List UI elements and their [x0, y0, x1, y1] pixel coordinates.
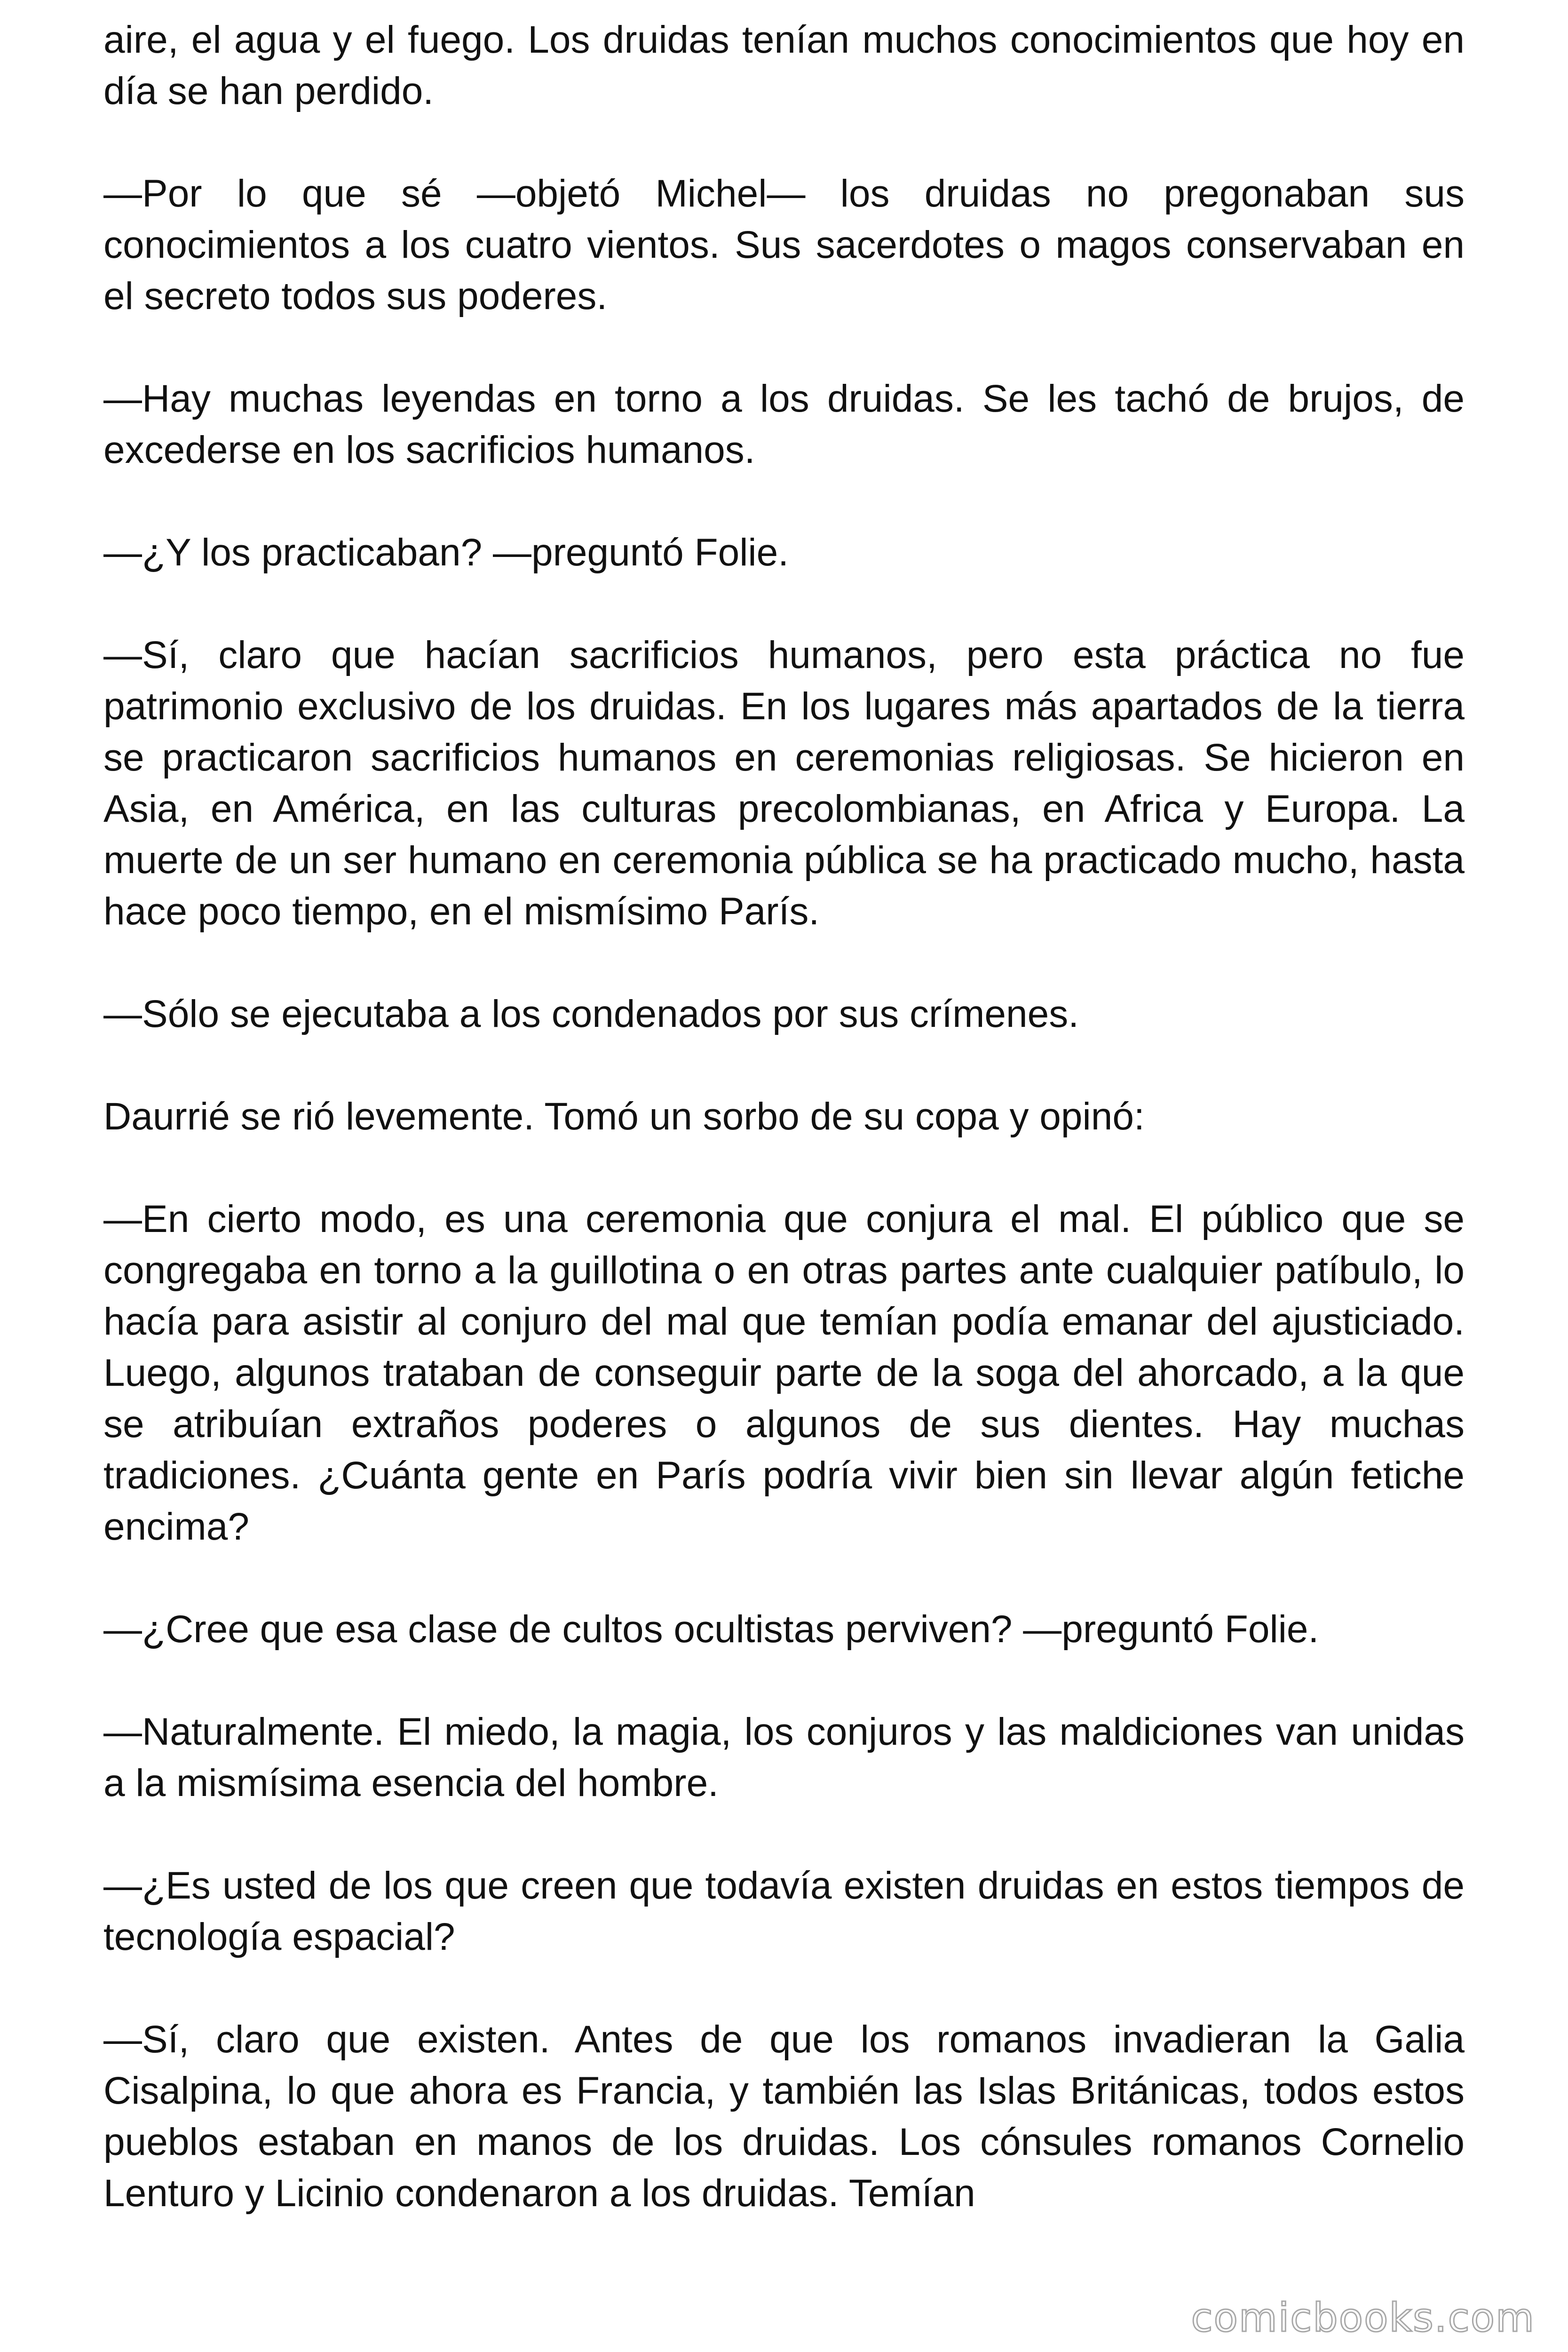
paragraph-7: Daurrié se rió levemente. Tomó un sorbo de su copa y opinó: [103, 1095, 1145, 1138]
paragraph-6: —Sólo se ejecutaba a los condenados por sus crímenes. [103, 993, 1079, 1035]
paragraph-1: aire, el agua y el fuego. Los druidas tenían muchos conocimientos que hoy en día se han perdido. [103, 18, 1465, 112]
paragraph-4: —¿Y los practicaban? —preguntó Folie. [103, 531, 789, 574]
paragraph-2: —Por lo que sé —objetó Michel— los druidas no pregonaban sus conocimientos a los cuatro vientos. Sus sacerdotes o magos conservaban en el secreto todos sus poderes. [103, 172, 1465, 318]
book-page [103, 14, 1465, 2219]
paragraph-10: —Naturalmente. El miedo, la magia, los conjuros y las maldiciones van unidas a la mismísima esencia del hombre. [103, 1710, 1465, 1804]
paragraph-12: —Sí, claro que existen. Antes de que los romanos invadieran la Galia Cisalpina, lo que ahora es Francia, y también las Islas Británicas, todos estos pueblos estaban en manos de los druidas. Los cónsules romanos Cornelio Lenturo y Licinio condenaron a los druidas. Temían [103, 2018, 1465, 2215]
paragraph-5: —Sí, claro que hacían sacrificios humanos, pero esta práctica no fue patrimonio exclusivo de los druidas. En los lugares más apartados de la tierra se practicaron sacrificios humanos en ceremonias religiosas. Se hicieron en Asia, en América, en las culturas precolombianas, en Africa y Europa. La muerte de un ser humano en ceremonia pública se ha practicado mucho, hasta hace poco tiempo, en el mismísimo París. [103, 634, 1465, 933]
paragraph-11: —¿Es usted de los que creen que todavía existen druidas en estos tiempos de tecnología espacial? [103, 1864, 1465, 1958]
paragraph-8: —En cierto modo, es una ceremonia que conjura el mal. El público que se congregaba en torno a la guillotina o en otras partes ante cualquier patíbulo, lo hacía para asistir al conjuro del mal que temían podía emanar del ajusticiado. Luego, algunos trataban de conseguir parte de la soga del ahorcado, a la que se atribuían extraños poderes o algunos de sus dientes. Hay muchas tradiciones. ¿Cuánta gente en París podría vivir bien sin llevar algún fetiche encima? [103, 1198, 1465, 1548]
paragraph-9: —¿Cree que esa clase de cultos ocultistas perviven? —preguntó Folie. [103, 1608, 1319, 1651]
watermark-logo: comicbooks.com [1191, 2295, 1535, 2341]
paragraph-3: —Hay muchas leyendas en torno a los druidas. Se les tachó de brujos, de excederse en los sacrificios humanos. [103, 377, 1465, 471]
